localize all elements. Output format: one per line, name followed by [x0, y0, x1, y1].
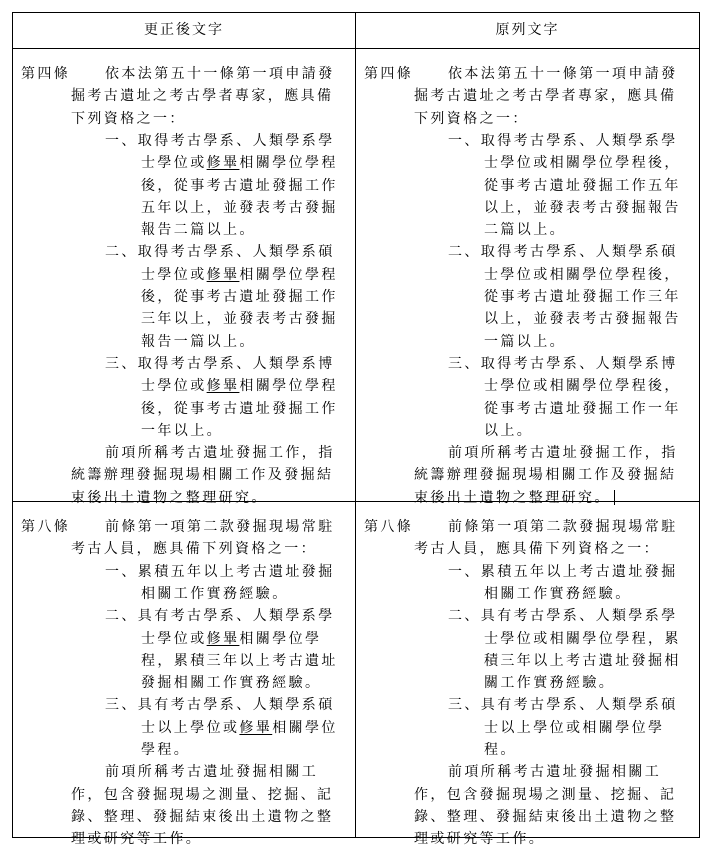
text-line: [414, 806, 676, 828]
text-line: [448, 561, 678, 583]
text-segment: 後，從事考古遺址發掘工作: [141, 289, 338, 305]
text-segment: 關工作實務經驗。: [484, 675, 616, 692]
text-segment: 後，從事考古遺址發掘工作: [141, 177, 338, 194]
text-line: [448, 516, 678, 538]
text-line: [105, 561, 335, 583]
text-segment: 二篇以上。: [484, 222, 566, 239]
text-line: [141, 650, 338, 672]
text-line: [71, 108, 186, 130]
text-segment: 錄、整理、發掘結束後出土遺物之整: [414, 808, 677, 825]
text-segment: 相關學位學: [239, 630, 322, 647]
text-line: [484, 375, 681, 397]
text-segment: 束後出土遺物之整理研究。: [71, 489, 268, 506]
text-line: [141, 197, 338, 219]
article-4-revised-cell: [13, 49, 355, 506]
text-line: [484, 308, 681, 330]
text-segment: 士學位或相關學位學程後，: [484, 378, 681, 395]
text-line: [141, 672, 321, 694]
text-line: [105, 63, 335, 85]
text-segment: 後，從事考古遺址發掘工作: [141, 400, 338, 417]
text-line: [414, 85, 676, 107]
text-segment: 從事考古遺址發掘工作一年: [484, 400, 681, 417]
text-segment: 士學位或: [141, 155, 207, 172]
text-segment: 考古人員，應具備下列資格之一：: [414, 541, 660, 558]
article-number: 第四條: [364, 66, 414, 82]
text-line: [448, 241, 678, 263]
text-line: [141, 286, 338, 308]
text-segment: 前項所稱考古遺址發掘工作，指: [105, 445, 335, 462]
article-8-original-cell: [356, 502, 699, 848]
text-segment: 三、取得考古學系、人類學系博: [105, 355, 335, 372]
article-number: 第四條: [21, 66, 71, 82]
text-segment: 一篇以上。: [484, 333, 566, 350]
text-segment: 五年以上，並發表考古發掘: [141, 199, 338, 216]
text-segment: 以上，並發表考古發掘報告: [484, 199, 681, 216]
text-segment: 三、具有考古學系、人類學系碩: [105, 697, 335, 714]
text-line: [448, 130, 678, 152]
text-line: [71, 784, 333, 806]
text-segment: 二、取得考古學系、人類學系碩: [105, 244, 335, 261]
text-line: [105, 241, 335, 263]
text-segment: 程，累積三年以上考古遺址: [141, 652, 338, 669]
text-line: [484, 583, 632, 605]
text-segment: 相關學位學程: [239, 266, 338, 283]
text-segment: 下列資格之一：: [414, 110, 529, 127]
text-segment: 二、具有考古學系、人類學系學: [105, 608, 335, 625]
text-line: [105, 353, 335, 375]
text-line: [414, 784, 676, 806]
article-number: 第八條: [364, 519, 414, 535]
text-segment: 一年以上。: [141, 422, 223, 439]
text-segment: 一、累積五年以上考古遺址發掘: [448, 563, 678, 580]
text-line: [141, 420, 223, 442]
text-segment: 士學位或相關學位學程後，: [484, 155, 681, 172]
text-line: [414, 108, 529, 130]
text-segment: 前條第一項第二款發掘現場常駐: [105, 519, 335, 535]
text-line: [448, 442, 678, 464]
text-line: [71, 464, 333, 486]
text-segment: 作，包含發掘現場之測量、挖掘、記: [414, 786, 677, 803]
text-line: [484, 331, 566, 353]
text-segment: 士學位或: [141, 266, 207, 283]
text-segment: 以上。: [484, 422, 534, 439]
comparison-table: [12, 12, 700, 848]
text-line: [141, 583, 289, 605]
text-line: [71, 85, 333, 107]
text-line: [484, 286, 681, 308]
text-line: [141, 398, 338, 420]
text-segment: 相關學位學程: [239, 155, 338, 172]
text-segment: 依本法第五十一條第一項申請發: [105, 66, 335, 82]
text-segment: 相關學位學程: [239, 378, 338, 395]
text-segment: 掘考古遺址之考古學者專家，應具備: [414, 88, 677, 105]
text-line: [414, 538, 660, 560]
text-line: [105, 442, 335, 464]
text-segment: 前條第一項第二款發掘現場常駐: [448, 519, 678, 535]
article-number: 第八條: [21, 519, 71, 535]
text-segment: 相關工作實務經驗。: [141, 585, 289, 602]
amended-term: 修畢: [206, 155, 240, 172]
text-segment: 一、取得考古學系、人類學系學: [448, 132, 678, 149]
text-line: [484, 739, 517, 761]
text-segment: 士以上學位或相關學位學: [484, 719, 665, 736]
text-segment: 一、累積五年以上考古遺址發掘: [105, 563, 335, 580]
header-revised-text: 更正後文字: [144, 22, 224, 38]
text-line: [484, 672, 615, 694]
text-segment: 程。: [484, 742, 517, 758]
text-segment: 三年以上，並發表考古發掘: [141, 311, 338, 328]
text-line: [71, 828, 202, 850]
text-line: [484, 197, 681, 219]
text-segment: 統籌辦理發掘現場相關工作及發掘結: [414, 467, 677, 484]
amended-term: 修畢: [239, 719, 273, 736]
text-segment: 理或研究等工作。: [71, 831, 203, 848]
text-line: [141, 308, 338, 330]
text-segment: 理或研究等工作。: [414, 831, 546, 848]
text-line: [71, 538, 317, 560]
text-segment: 掘考古遺址之考古學者專家，應具備: [71, 88, 334, 105]
text-line: [414, 464, 676, 486]
text-segment: 前項所稱考古遺址發掘相關工: [105, 764, 319, 781]
amended-term: 修畢: [206, 630, 240, 647]
text-segment: 相關學位: [272, 719, 338, 736]
text-line: [484, 628, 681, 650]
text-segment: 二、取得考古學系、人類學系碩: [448, 244, 678, 261]
text-segment: 士學位或: [141, 378, 207, 395]
text-segment: 三、取得考古學系、人類學系博: [448, 355, 678, 372]
text-line: [105, 605, 335, 627]
amended-term: 修畢: [206, 378, 240, 395]
text-line: [484, 398, 681, 420]
text-segment: 下列資格之一：: [71, 110, 186, 127]
text-segment: 統籌辦理發掘現場相關工作及發掘結: [71, 467, 334, 484]
text-segment: 三、具有考古學系、人類學系碩: [448, 697, 678, 714]
text-line: [141, 375, 338, 397]
text-line: [141, 175, 338, 197]
text-line: [141, 717, 338, 739]
text-segment: 考古人員，應具備下列資格之一：: [71, 541, 317, 558]
text-segment: 發掘相關工作實務經驗。: [141, 675, 322, 692]
article-4-original-cell: [356, 49, 699, 506]
text-segment: 報告二篇以上。: [141, 222, 256, 239]
text-line: [448, 694, 678, 716]
text-line: [141, 264, 338, 286]
text-segment: 士以上學位或: [141, 719, 240, 736]
text-segment: 學程。: [141, 742, 191, 758]
text-segment: 束後出土遺物之整理研究。: [414, 489, 611, 506]
text-line: [105, 761, 318, 783]
text-line: [141, 331, 256, 353]
text-line: [141, 152, 338, 174]
text-line: [141, 628, 321, 650]
text-line: [105, 694, 335, 716]
text-segment: 一、取得考古學系、人類學系學: [105, 132, 335, 149]
text-segment: 以上，並發表考古發掘報告: [484, 311, 681, 328]
text-segment: 報告一篇以上。: [141, 333, 256, 350]
text-line: [484, 175, 681, 197]
text-line: [414, 828, 545, 850]
text-line: [448, 63, 678, 85]
text-segment: 二、具有考古學系、人類學系學: [448, 608, 678, 625]
text-line: [484, 264, 681, 286]
text-segment: 從事考古遺址發掘工作三年: [484, 289, 681, 305]
text-segment: 相關工作實務經驗。: [484, 585, 632, 602]
text-segment: 錄、整理、發掘結束後出土遺物之整: [71, 808, 334, 825]
text-line: [448, 605, 678, 627]
text-line: [71, 806, 333, 828]
text-segment: 前項所稱考古遺址發掘相關工: [448, 764, 662, 781]
text-segment: 作，包含發掘現場之測量、挖掘、記: [71, 786, 334, 803]
text-line: [484, 420, 533, 442]
text-line: [484, 219, 566, 241]
text-line: [448, 761, 661, 783]
article-8-revised-cell: [13, 502, 355, 848]
text-line: [141, 739, 190, 761]
header-original-text: 原列文字: [495, 22, 560, 38]
text-line: [105, 516, 335, 538]
text-line: [484, 717, 664, 739]
text-segment: 從事考古遺址發掘工作五年: [484, 177, 681, 194]
text-segment: 士學位或相關學位學程，累: [484, 630, 681, 647]
text-line: [448, 353, 678, 375]
text-segment: 士學位或: [141, 630, 207, 647]
text-segment: 依本法第五十一條第一項申請發: [448, 66, 678, 82]
text-line: [141, 219, 256, 241]
text-line: [484, 650, 681, 672]
text-line: [105, 130, 335, 152]
text-line: [484, 152, 681, 174]
text-segment: 積三年以上考古遺址發掘相: [484, 652, 681, 669]
amended-term: 修畢: [206, 266, 240, 283]
text-segment: 前項所稱考古遺址發掘工作，指: [448, 445, 678, 462]
text-segment: 士學位或相關學位學程後，: [484, 266, 681, 283]
